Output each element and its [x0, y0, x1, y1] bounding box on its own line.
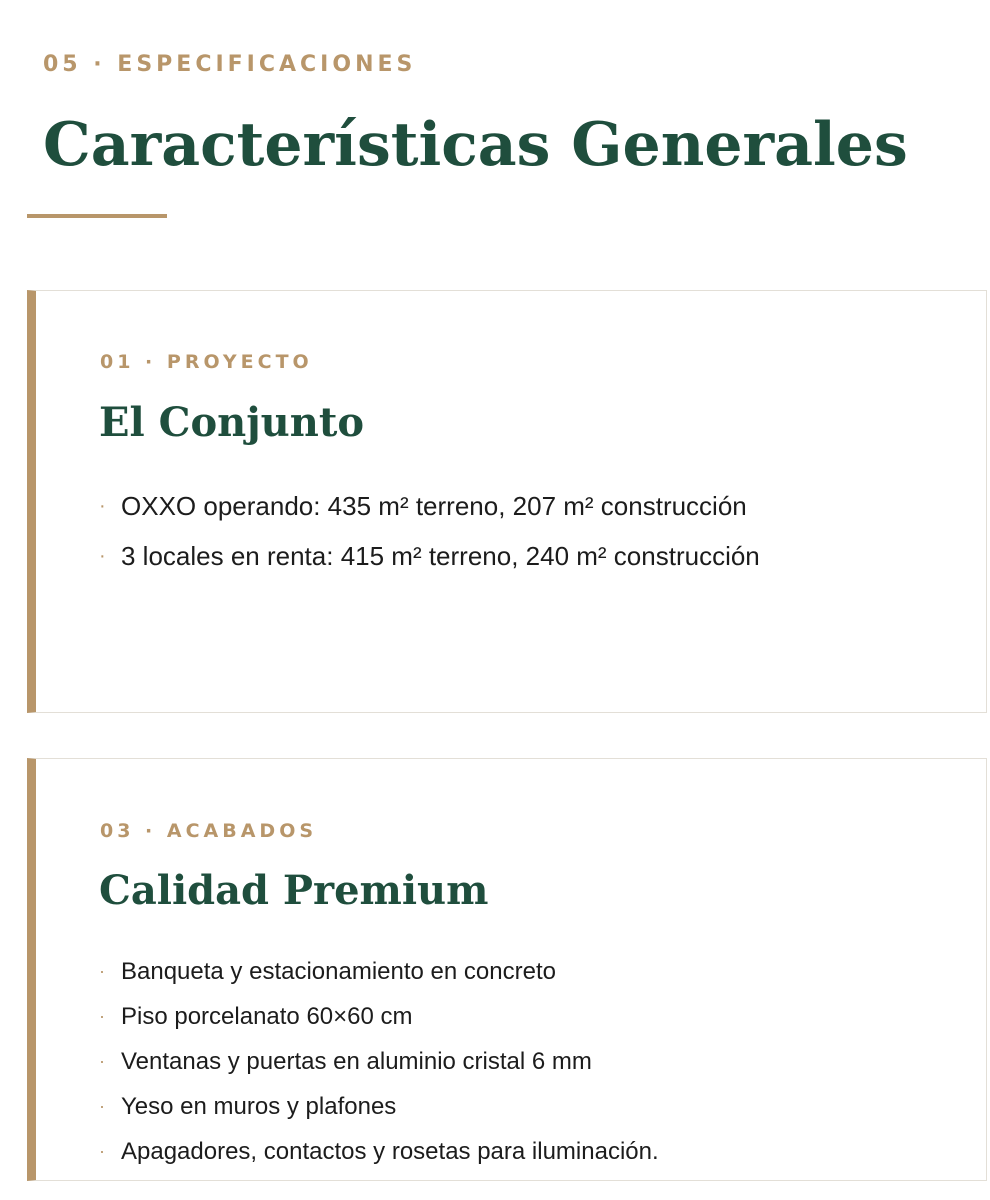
card-label: 01 · PROYECTO: [100, 351, 313, 373]
bullet-icon: ·: [99, 1051, 105, 1071]
bullet-icon: ·: [99, 495, 106, 517]
card-title: Calidad Premium: [99, 867, 489, 914]
section-eyebrow: 05 · ESPECIFICACIONES: [43, 52, 417, 77]
list-item: [99, 481, 760, 531]
card-el-conjunto: [27, 290, 987, 713]
bullet-icon: ·: [99, 1096, 105, 1116]
list-item: [99, 1129, 659, 1174]
list-item-text: OXXO operando: 435 m² terreno, 207 m² construcción: [121, 491, 747, 521]
list-item-text: 3 locales en renta: 415 m² terreno, 240 m² construcción: [121, 541, 760, 571]
page-title: Características Generales: [43, 110, 908, 180]
list-item-text: Piso porcelanato 60×60 cm: [121, 1003, 413, 1030]
list-item-text: Banqueta y estacionamiento en concreto: [121, 958, 556, 985]
bullet-icon: ·: [99, 1006, 105, 1026]
bullet-icon: ·: [99, 545, 106, 567]
list-item: [99, 949, 659, 994]
bullet-icon: ·: [99, 961, 105, 981]
list-item: [99, 531, 760, 581]
list-item: [99, 994, 659, 1039]
list-item-text: Ventanas y puertas en aluminio cristal 6 mm: [121, 1048, 592, 1075]
title-underline: [27, 214, 167, 218]
card-label: 03 · ACABADOS: [100, 820, 318, 842]
spec-list: [99, 481, 760, 581]
bullet-icon: ·: [99, 1141, 105, 1161]
spec-list: [99, 949, 659, 1174]
list-item: [99, 1084, 659, 1129]
list-item-text: Yeso en muros y plafones: [121, 1093, 397, 1120]
list-item-text: Apagadores, contactos y rosetas para iluminación.: [121, 1138, 659, 1165]
list-item: [99, 1039, 659, 1084]
card-calidad-premium: [27, 758, 987, 1181]
card-title: El Conjunto: [99, 399, 364, 446]
